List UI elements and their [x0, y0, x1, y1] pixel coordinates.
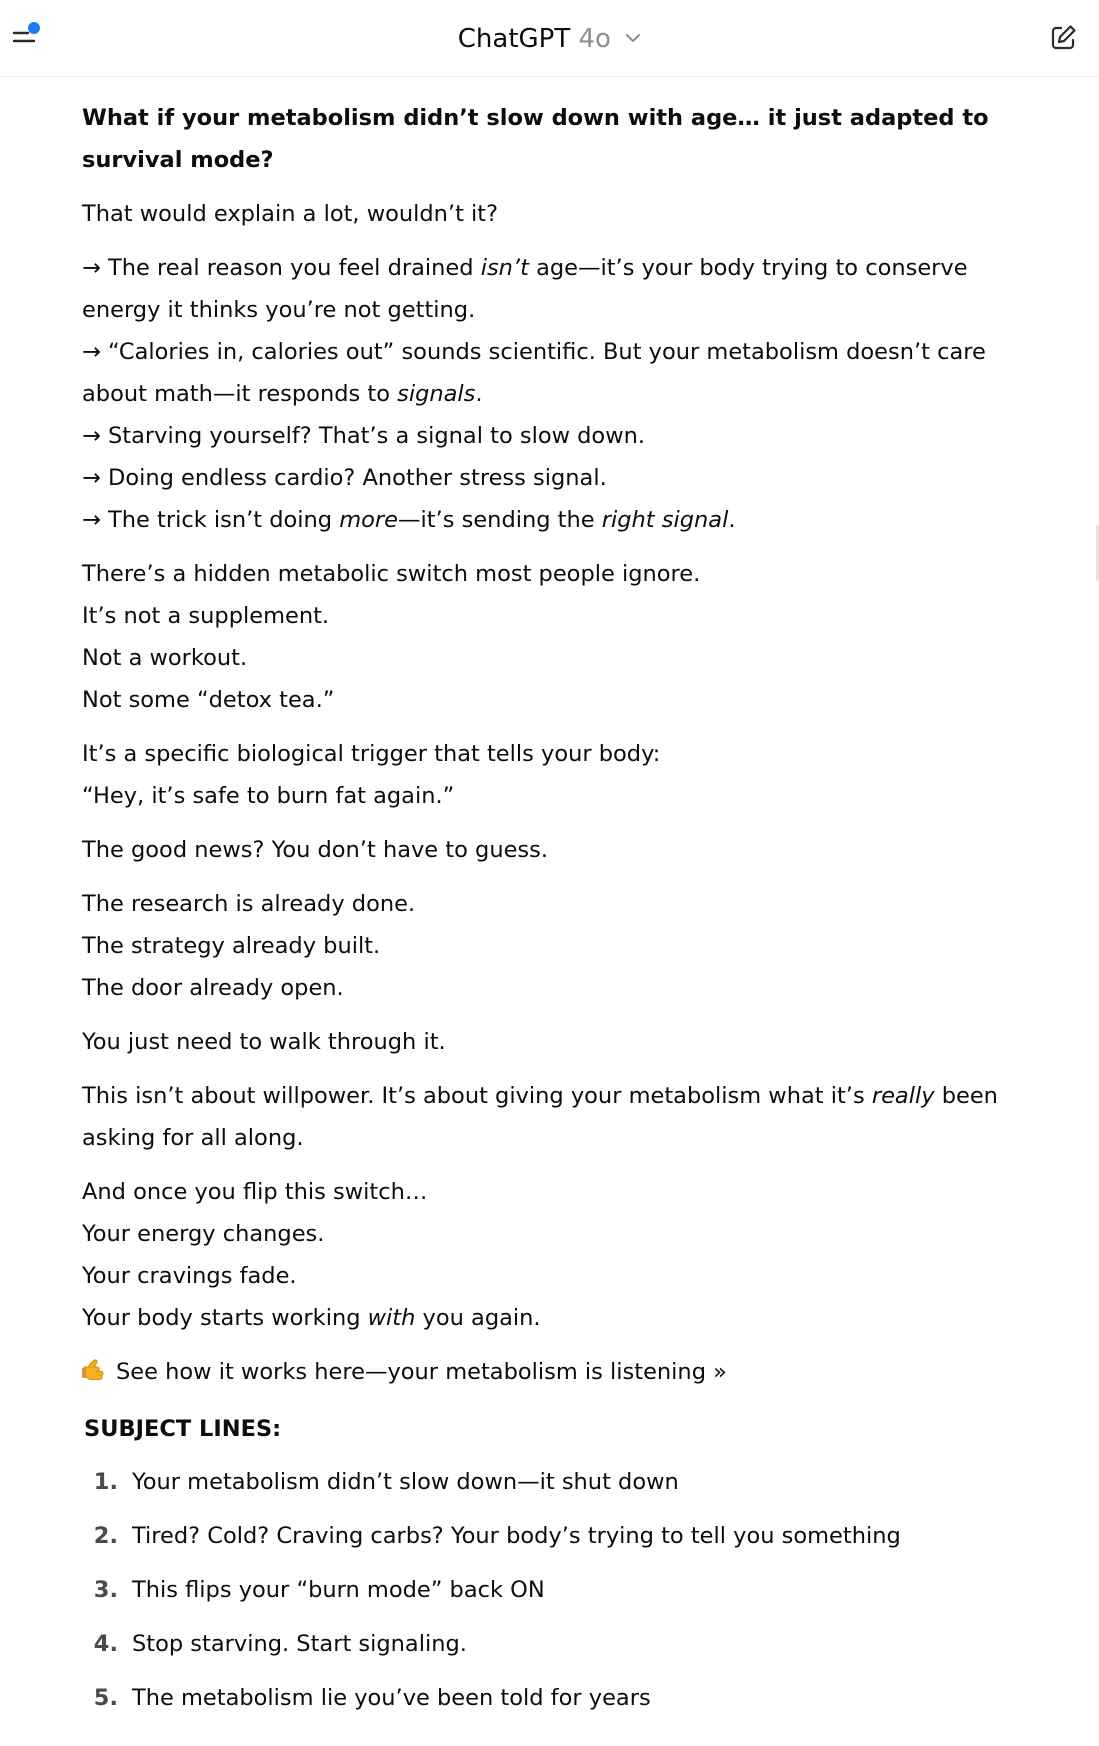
list-item: 2. Tired? Cold? Craving carbs? Your body’s trying to tell you something — [93, 1523, 901, 1549]
text-line: The research is already done. — [82, 891, 416, 917]
text-line: Not a workout. — [82, 645, 248, 671]
subject-lines-list — [84, 1461, 1044, 1731]
bullet-line: → “Calories in, calories out” sounds scientific. But your metabolism doesn’t care about math—it responds to signals. — [82, 339, 986, 407]
trigger-block — [82, 733, 1042, 817]
text-line: The strategy already built. — [82, 933, 381, 959]
model-name: 4o — [578, 24, 611, 54]
subject-lines-heading: SUBJECT LINES: — [84, 1416, 282, 1442]
model-selector[interactable] — [0, 22, 1099, 56]
text-line: It’s a specific biological trigger that tells your body: — [82, 741, 661, 767]
switch-block — [82, 553, 1042, 721]
bullet-line: → Starving yourself? That’s a signal to slow down. — [82, 423, 646, 449]
message-paragraph: You just need to walk through it. — [82, 1029, 446, 1055]
list-item: 1. Your metabolism didn’t slow down—it shut down — [93, 1469, 679, 1495]
cta-line — [82, 1351, 1042, 1393]
text-line: Not some “detox tea.” — [82, 687, 335, 713]
bullet-block — [82, 247, 1042, 541]
text-line: “Hey, it’s safe to burn fat again.” — [82, 783, 455, 809]
assistant-message — [82, 97, 1042, 1405]
text-line: Your cravings fade. — [82, 1263, 297, 1289]
list-item: 5. The metabolism lie you’ve been told for years — [93, 1685, 651, 1711]
text-line: It’s not a supplement. — [82, 603, 330, 629]
text-line: Your energy changes. — [82, 1221, 325, 1247]
app-title: ChatGPT — [457, 24, 571, 54]
new-chat-button[interactable] — [1047, 22, 1079, 54]
bullet-line: → The trick isn’t doing more—it’s sending the right signal. — [82, 507, 736, 533]
message-paragraph: The good news? You don’t have to guess. — [82, 837, 549, 863]
research-block — [82, 883, 1042, 1009]
text-line: And once you flip this switch… — [82, 1179, 428, 1205]
bullet-line: → Doing endless cardio? Another stress signal. — [82, 465, 607, 491]
message-heading: What if your metabolism didn’t slow down with age… it just adapted to survival mode? — [82, 105, 989, 173]
message-paragraph: That would explain a lot, wouldn’t it? — [82, 201, 499, 227]
list-item: 4. Stop starving. Start signaling. — [93, 1631, 467, 1657]
edit-icon — [1047, 22, 1079, 54]
list-item: 3. This flips your “burn mode” back ON — [93, 1577, 545, 1603]
pointing-hand-icon — [82, 1358, 110, 1382]
flip-block — [82, 1171, 1042, 1339]
text-line: Your body starts working with you again. — [82, 1305, 541, 1331]
bullet-line: → The real reason you feel drained isn’t age—it’s your body trying to conserve energy it thinks you’re not getting. — [82, 255, 968, 323]
top-bar — [0, 0, 1099, 77]
cta-text: See how it works here—your metabolism is listening » — [116, 1359, 727, 1385]
text-line: There’s a hidden metabolic switch most people ignore. — [82, 561, 701, 587]
text-line: The door already open. — [82, 975, 344, 1001]
message-paragraph: This isn’t about willpower. It’s about giving your metabolism what it’s really been asking for all along. — [82, 1083, 998, 1151]
chevron-down-icon — [625, 32, 641, 44]
